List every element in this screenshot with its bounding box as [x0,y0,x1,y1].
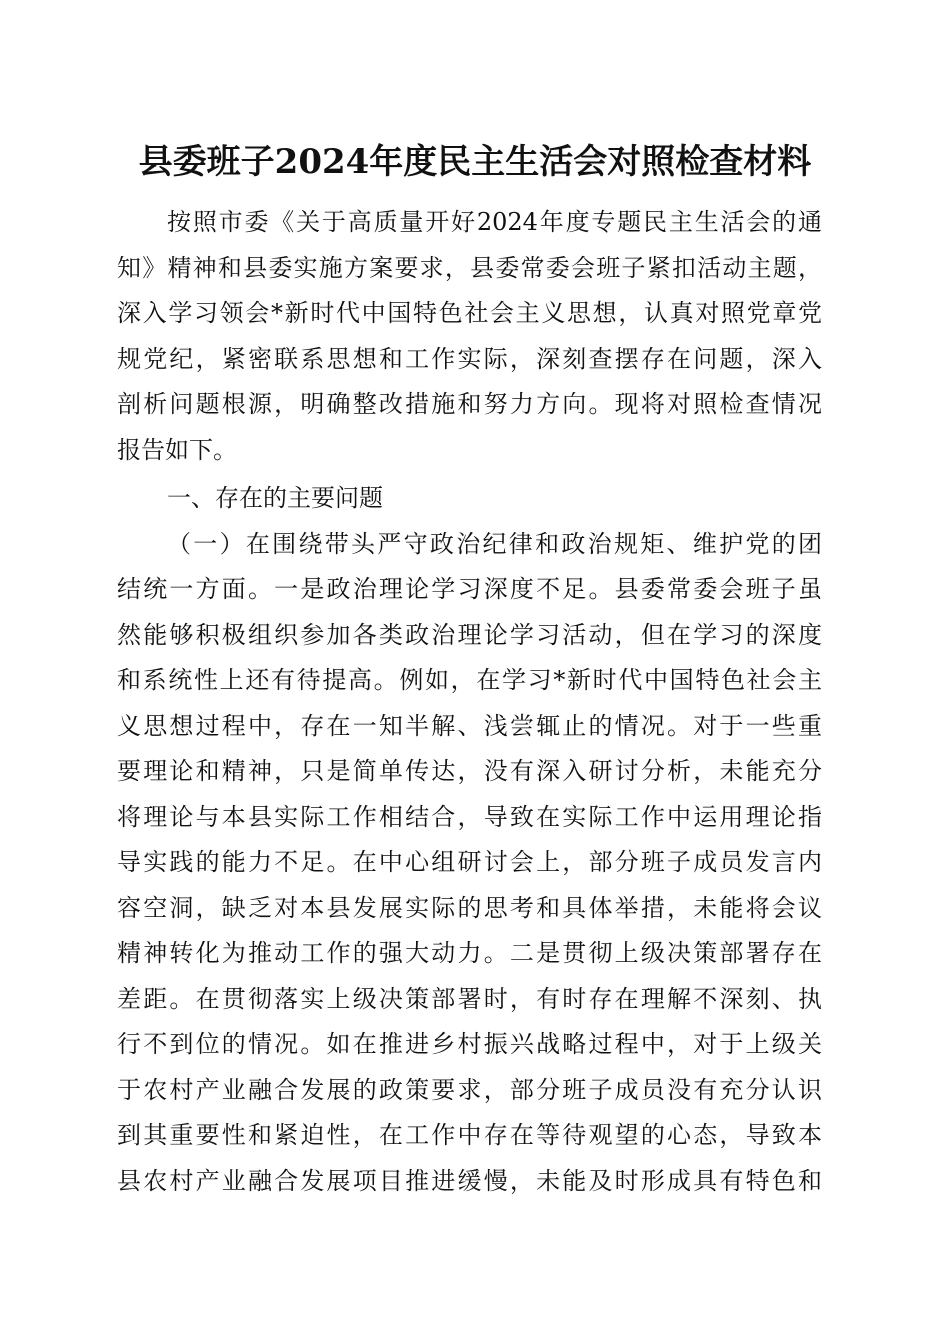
paragraph-line: 和系统性上还有待提高。例如，在学习*新时代中国特色社会主 [117,666,822,694]
paragraph-line: 到其重要性和紧迫性，在工作中存在等待观望的心态，导致本 [117,1121,822,1149]
paragraph-line: （一）在围绕带头严守政治纪律和政治规矩、维护党的团 [167,529,822,558]
document-title: 县委班子2024年度民主生活会对照检查材料 [138,142,812,182]
paragraph-line: 义思想过程中，存在一知半解、浅尝辄止的情况。对于一些重 [117,711,822,740]
paragraph-line: 导实践的能力不足。在中心组研讨会上，部分班子成员发言内 [117,848,822,876]
paragraph-line: 剖析问题根源，明确整改措施和努力方向。现将对照检查情况 [117,390,822,418]
paragraph-line: 结统一方面。一是政治理论学习深度不足。县委常委会班子虽 [117,575,822,603]
paragraph-line: 报告如下。 [117,435,237,464]
paragraph-line: 知》精神和县委实施方案要求，县委常委会班子紧扣活动主题， [117,253,822,282]
paragraph-line: 行不到位的情况。如在推进乡村振兴战略过程中，对于上级关 [117,1030,822,1058]
paragraph-line: 于农村产业融合发展的政策要求，部分班子成员没有充分认识 [117,1075,822,1104]
paragraph-line: 规党纪，紧密联系思想和工作实际，深刻查摆存在问题，深入 [117,344,822,373]
section-heading: 一、存在的主要问题 [167,484,383,512]
paragraph-line: 将理论与本县实际工作相结合，导致在实际工作中运用理论指 [117,802,822,831]
paragraph-line: 容空洞，缺乏对本县发展实际的思考和具体举措，未能将会议 [117,893,822,922]
paragraph-line: 精神转化为推动工作的强大动力。二是贯彻上级决策部署存在 [117,939,822,967]
paragraph-line: 县农村产业融合发展项目推进缓慢，未能及时形成具有特色和 [117,1166,822,1195]
document-body [117,200,822,1204]
paragraph-line: 深入学习领会*新时代中国特色社会主义思想，认真对照党章党 [117,299,822,327]
paragraph-line: 差距。在贯彻落实上级决策部署时，有时存在理解不深刻、执 [117,984,822,1013]
paragraph-line: 然能够积极组织参加各类政治理论学习活动，但在学习的深度 [117,620,822,649]
paragraph-line: 按照市委《关于高质量开好2024年度专题民主生活会的通 [167,208,822,236]
paragraph-line: 要理论和精神，只是简单传达，没有深入研讨分析，未能充分 [117,757,822,785]
